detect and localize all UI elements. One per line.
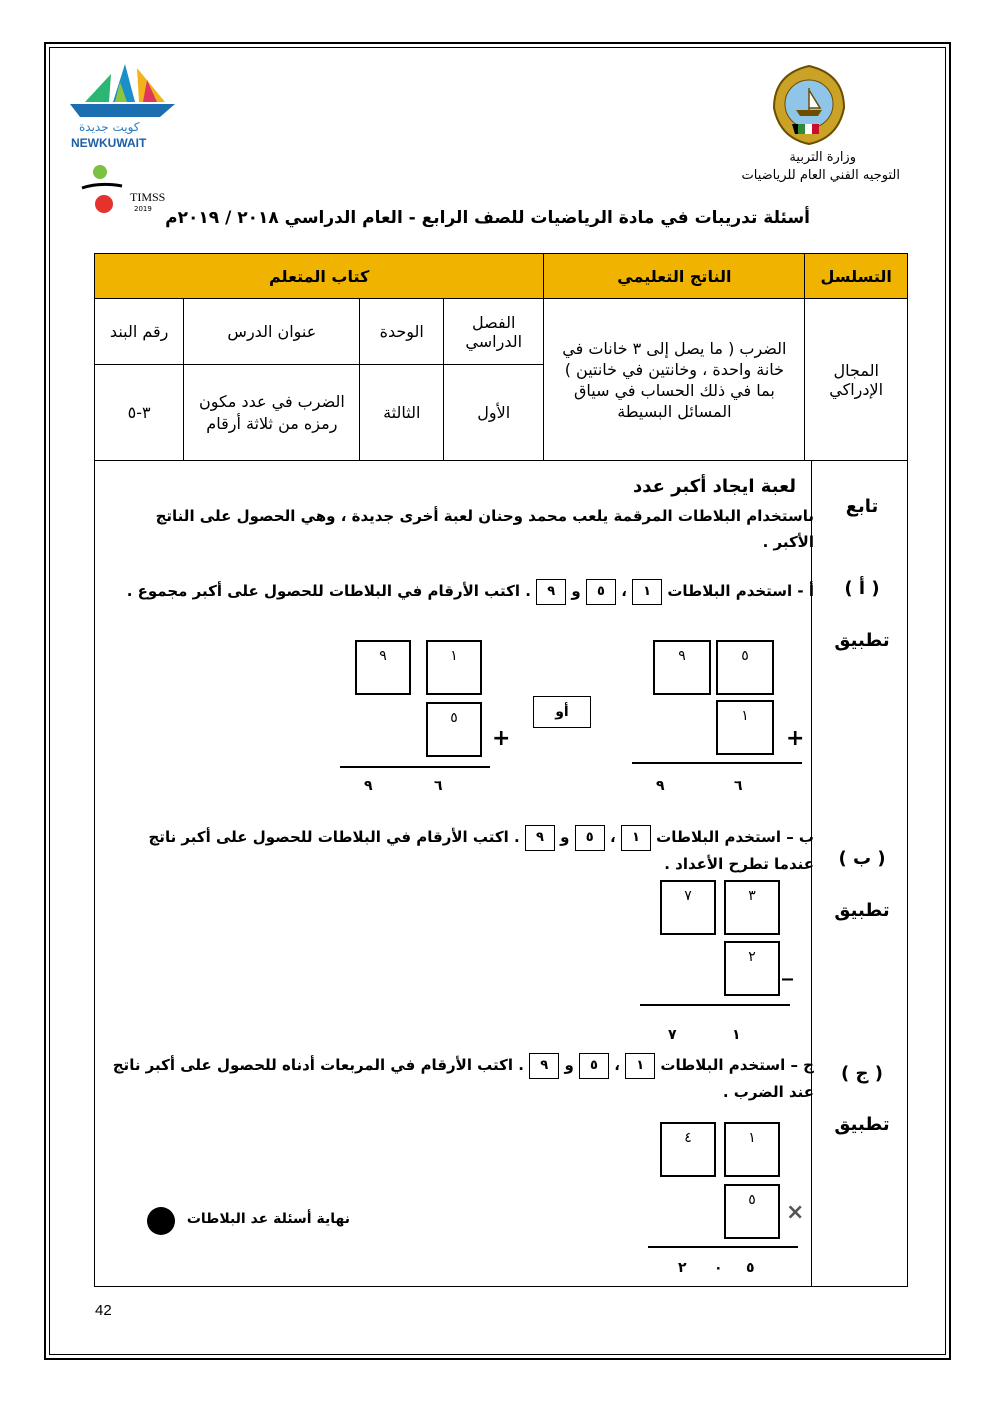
- answer-box[interactable]: ٧: [660, 880, 716, 935]
- outcome-table: [94, 253, 908, 461]
- col-sequence-header: التسلسل: [805, 254, 908, 299]
- answer-box[interactable]: ١: [716, 700, 774, 755]
- part-b-lead: ب – استخدم البلاطات: [656, 828, 814, 846]
- part-a-label: ( أ ): [844, 578, 880, 599]
- result-digit: ٩: [656, 778, 665, 794]
- timss-text: TIMSS: [130, 190, 166, 204]
- answer-box[interactable]: ٤: [660, 1122, 716, 1177]
- lesson-value: الضرب في عدد مكون رمزه من ثلاثة أرقام: [184, 365, 360, 461]
- timss-year: 2019: [134, 205, 152, 213]
- answer-box[interactable]: ٥: [426, 702, 482, 757]
- product-line: [648, 1246, 798, 1248]
- domain-label: المجال الإدراكي: [805, 299, 908, 461]
- part-c-question: [110, 1052, 814, 1105]
- answer-box[interactable]: ١: [426, 640, 482, 695]
- or-label: أو: [533, 696, 591, 728]
- part-c-tile: ٩: [529, 1053, 559, 1079]
- sum-line: [340, 766, 490, 768]
- part-c-comma: ،: [614, 1056, 620, 1074]
- game-title: لعبة ايجاد أكبر عدد: [633, 476, 796, 497]
- answer-box[interactable]: ٣: [724, 880, 780, 935]
- part-b-tile: ١: [621, 825, 651, 851]
- page-title: أسئلة تدريبات في مادة الرياضيات للصف الرابع - العام الدراسي ٢٠١٨ / ٢٠١٩م: [165, 208, 810, 228]
- outcome-text: الضرب ( ما يصل إلى ٣ خانات في خانة واحدة ، وخانتين في خانتين ) بما في ذلك الحساب في سياق المسائل البسيطة: [544, 299, 805, 461]
- result-digit: ١: [732, 1027, 741, 1043]
- col-book-header: كتاب المتعلم: [95, 254, 544, 299]
- part-c-lead: ج – استخدم البلاطات: [660, 1056, 814, 1074]
- newkuwait-ship-icon: [65, 62, 180, 122]
- answer-box[interactable]: ٥: [716, 640, 774, 695]
- result-digit: ٦: [734, 778, 743, 794]
- semester-value: الأول: [444, 365, 544, 461]
- end-dot-icon: [147, 1207, 175, 1235]
- newkuwait-english: NEWKUWAIT: [71, 136, 147, 150]
- part-a-comma: ،: [621, 582, 627, 600]
- page-number: 42: [95, 1302, 112, 1319]
- unit-header: الوحدة: [360, 299, 444, 365]
- part-b-rest: . اكتب الأرقام في البلاطات للحصول على أكبر ناتج عندما تطرح الأعداد .: [148, 828, 814, 873]
- newkuwait-arabic: كويت جديدة: [79, 120, 140, 134]
- ministry-department: التوجيه الفني العام للرياضيات: [741, 168, 900, 183]
- part-b-tile: ٩: [525, 825, 555, 851]
- part-b-question: [110, 824, 814, 877]
- part-b-and: و: [560, 828, 570, 846]
- kuwait-emblem-icon: [768, 64, 850, 146]
- part-c-and: و: [564, 1056, 574, 1074]
- part-c-tile: ١: [625, 1053, 655, 1079]
- part-a-and: و: [571, 582, 581, 600]
- result-digit: ٢: [678, 1260, 687, 1276]
- part-a-lead: أ - استخدم البلاطات: [667, 582, 814, 600]
- plus-sign: +: [492, 726, 511, 751]
- part-c-tile: ٥: [579, 1053, 609, 1079]
- part-b-tile: ٥: [575, 825, 605, 851]
- result-digit: ٦: [434, 778, 443, 794]
- kuwait-emblem: [768, 64, 850, 150]
- part-c-label: ( ج ): [841, 1063, 883, 1084]
- part-a-rest: . اكتب الأرقام في البلاطات للحصول على أكبر مجموع .: [126, 582, 531, 600]
- part-a-tile: ٩: [536, 579, 566, 605]
- newkuwait-logo: [65, 62, 180, 152]
- result-digit: ٧: [668, 1027, 677, 1043]
- item-no-value: ٣-٥: [95, 365, 184, 461]
- timss-mark-icon: [78, 160, 128, 220]
- minus-sign: _: [782, 956, 793, 981]
- part-a-tile: ٥: [586, 579, 616, 605]
- semester-header: الفصل الدراسي: [444, 299, 544, 365]
- intro-text: باستخدام البلاطات المرقمة يلعب محمد وحنان لعبة أخرى جديدة ، وهي الحصول على الناتج الأكبر .: [155, 507, 814, 551]
- difference-line: [640, 1004, 790, 1006]
- plus-sign: +: [786, 726, 805, 751]
- result-digit: ٩: [364, 778, 373, 794]
- unit-value: الثالثة: [360, 365, 444, 461]
- part-b-comma: ،: [609, 828, 616, 846]
- lesson-header: عنوان الدرس: [184, 299, 360, 365]
- answer-box[interactable]: ٢: [724, 941, 780, 996]
- part-a-question: [110, 578, 814, 605]
- part-b-label: ( ب ): [838, 848, 886, 869]
- times-sign: ×: [786, 1200, 805, 1225]
- end-note: نهاية أسئلة عد البلاطات: [186, 1211, 350, 1227]
- result-digit: ٥: [746, 1260, 755, 1276]
- item-no-header: رقم البند: [95, 299, 184, 365]
- part-a-type: تطبيق: [834, 630, 890, 651]
- part-c-rest: . اكتب الأرقام في المربعات أدناه للحصول على أكبر ناتج عند الضرب .: [112, 1056, 814, 1101]
- answer-box[interactable]: ٥: [724, 1184, 780, 1239]
- answer-box[interactable]: ١: [724, 1122, 780, 1177]
- sum-line: [632, 762, 802, 764]
- answer-box[interactable]: ٩: [355, 640, 411, 695]
- answer-box[interactable]: ٩: [653, 640, 711, 695]
- ministry-name: وزارة التربية: [789, 150, 856, 165]
- result-digit: ٠: [714, 1260, 723, 1276]
- col-outcome-header: الناتج التعليمي: [544, 254, 805, 299]
- continued-label: تابع: [845, 496, 879, 517]
- part-a-tile: ١: [632, 579, 662, 605]
- part-b-type: تطبيق: [834, 900, 890, 921]
- part-c-type: تطبيق: [834, 1114, 890, 1135]
